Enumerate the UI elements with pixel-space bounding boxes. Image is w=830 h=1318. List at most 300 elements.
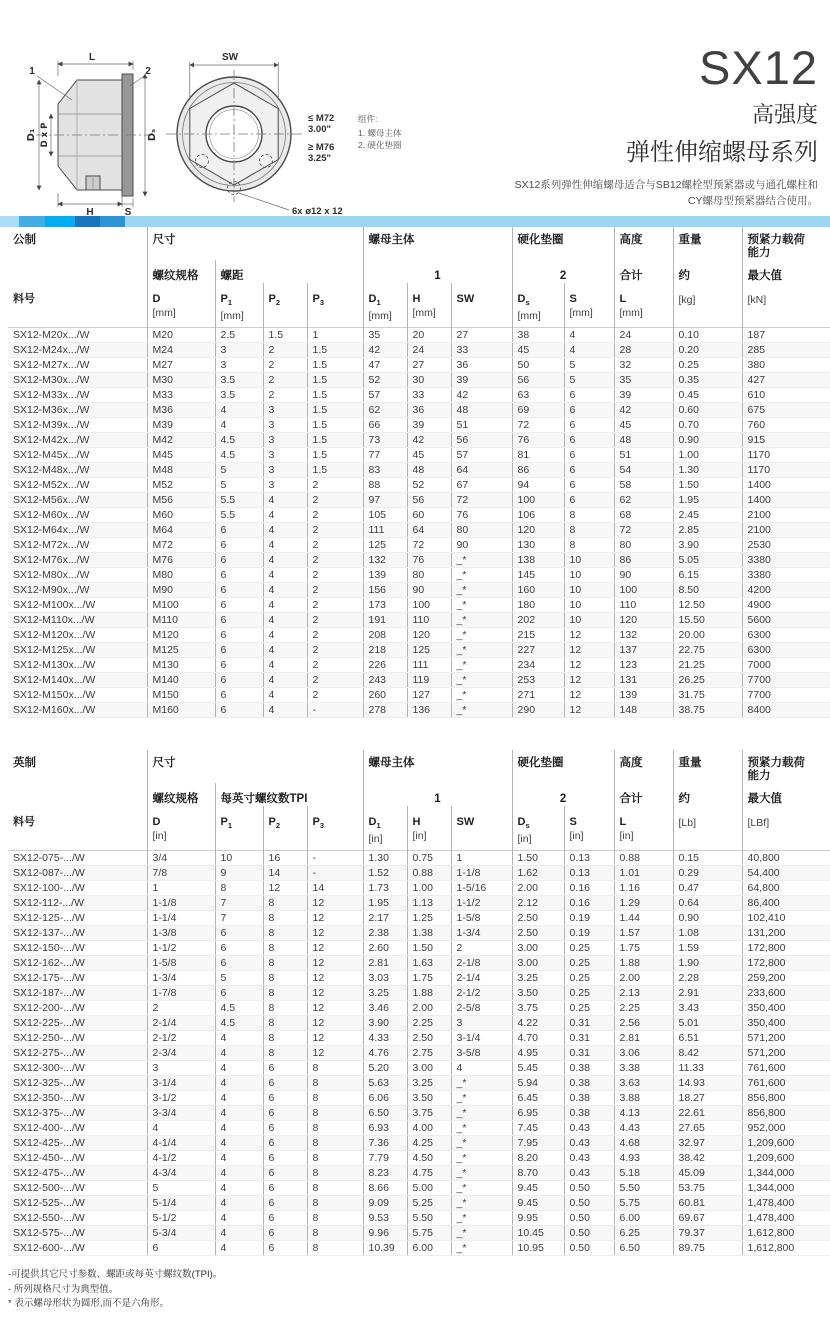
table-cell: 6.06 [363, 1091, 407, 1106]
table-cell: 45 [614, 418, 673, 433]
table-cell: 62 [614, 493, 673, 508]
group-height: 高度 [614, 750, 673, 783]
table-cell: 12 [307, 941, 363, 956]
table-cell: 10.45 [512, 1226, 564, 1241]
table-cell: 20.00 [673, 628, 742, 643]
table-cell: 9.09 [363, 1196, 407, 1211]
table-cell: 6 [215, 598, 263, 613]
table-cell: 8 [564, 508, 614, 523]
table-cell: 6 [263, 1196, 307, 1211]
table-cell: 6 [564, 388, 614, 403]
table-cell: 73 [363, 433, 407, 448]
table-cell: 260 [363, 688, 407, 703]
table-cell: 132 [614, 628, 673, 643]
table-cell: 2 [263, 373, 307, 388]
table-cell: 6 [564, 433, 614, 448]
table-cell: 571,200 [742, 1031, 830, 1046]
table-cell: 0.13 [564, 866, 614, 881]
table-cell: 81 [512, 448, 564, 463]
dim-label-Ds: Dₛ [147, 128, 158, 142]
table-cell: 51 [614, 448, 673, 463]
table-cell: 3.90 [673, 538, 742, 553]
table-cell: 8 [263, 911, 307, 926]
table-row [8, 703, 830, 718]
table-row [8, 1121, 830, 1136]
table-cell: 0.13 [564, 851, 614, 866]
table-row [8, 941, 830, 956]
table-cell: 2-1/8 [451, 956, 512, 971]
table-cell: 6 [263, 1166, 307, 1181]
table-cell: 1-1/8 [451, 866, 512, 881]
table-cell: 6 [564, 403, 614, 418]
table-cell: M80 [147, 568, 215, 583]
table-cell: 8 [307, 1226, 363, 1241]
table-cell: 3 [451, 1016, 512, 1031]
table-cell: 26.25 [673, 673, 742, 688]
table-cell: 4 [564, 328, 614, 343]
table-cell: 7/8 [147, 866, 215, 881]
table-cell: 1-5/16 [451, 881, 512, 896]
table-cell: 0.25 [564, 986, 614, 1001]
table-cell: 4 [215, 1241, 263, 1256]
table-cell: 2.85 [673, 523, 742, 538]
table-cell: 259,200 [742, 971, 830, 986]
table-cell: 4 [263, 583, 307, 598]
table-cell: SX12-M80x.../W [8, 568, 147, 583]
table-cell: 7 [215, 896, 263, 911]
table-row [8, 851, 830, 866]
table-cell: 6 [215, 986, 263, 1001]
table-row [8, 628, 830, 643]
table-cell: 52 [407, 478, 451, 493]
table-row [8, 956, 830, 971]
table-cell: SX12-150-.../W [8, 941, 147, 956]
table-cell: 1.95 [673, 493, 742, 508]
table-cell: 56 [512, 373, 564, 388]
table-cell: 50 [512, 358, 564, 373]
table-cell: 2.56 [614, 1016, 673, 1031]
table-cell: SX12-M120x.../W [8, 628, 147, 643]
table-cell: 12 [307, 1031, 363, 1046]
table-cell: 2 [263, 388, 307, 403]
table-cell: 4.50 [407, 1151, 451, 1166]
table-cell: 218 [363, 643, 407, 658]
table-cell: 7000 [742, 658, 830, 673]
table-cell: 6 [215, 941, 263, 956]
table-cell: 4.76 [363, 1046, 407, 1061]
table-cell: SX12-M64x.../W [8, 523, 147, 538]
column-header: [kN] [742, 283, 830, 328]
table-cell: 1.63 [407, 956, 451, 971]
table-cell: _* [451, 583, 512, 598]
table-cell: 8 [263, 896, 307, 911]
table-cell: M33 [147, 388, 215, 403]
table-cell: 2 [307, 478, 363, 493]
table-cell: SX12-400-.../W [8, 1121, 147, 1136]
table-cell: 1.5 [307, 358, 363, 373]
table-cell: 72 [451, 493, 512, 508]
table-cell: 6300 [742, 628, 830, 643]
table-cell: 18.27 [673, 1091, 742, 1106]
table-cell: 0.43 [564, 1166, 614, 1181]
table-row [8, 1076, 830, 1091]
table-cell: 40,800 [742, 851, 830, 866]
dim-label-DxP: D x P [40, 122, 50, 148]
imperial-table-body [8, 851, 830, 1256]
table-cell: 761,600 [742, 1061, 830, 1076]
table-cell: 4-1/4 [147, 1136, 215, 1151]
table-cell: 6 [215, 523, 263, 538]
table-cell: 3.25 [512, 971, 564, 986]
table-cell: 4.68 [614, 1136, 673, 1151]
table-cell: _* [451, 613, 512, 628]
table-cell: 1.30 [363, 851, 407, 866]
table-row [8, 643, 830, 658]
table-cell: 3-5/8 [451, 1046, 512, 1061]
table-cell: 10 [215, 851, 263, 866]
table-cell: 110 [407, 613, 451, 628]
table-cell: 8 [307, 1091, 363, 1106]
table-cell: 12 [564, 703, 614, 718]
table-cell: 54 [614, 463, 673, 478]
table-cell: 90 [407, 583, 451, 598]
table-cell: 5.18 [614, 1166, 673, 1181]
table-row [8, 598, 830, 613]
table-cell: 3 [263, 433, 307, 448]
table-cell: 27.65 [673, 1121, 742, 1136]
table-cell: 4 [215, 1151, 263, 1166]
table-cell: 5 [564, 373, 614, 388]
table-cell: 3.50 [512, 986, 564, 1001]
table-cell: 27 [407, 358, 451, 373]
table-row [8, 568, 830, 583]
table-cell: 12 [307, 1016, 363, 1031]
table-cell: 0.43 [564, 1151, 614, 1166]
table-cell: 38.42 [673, 1151, 742, 1166]
table-cell: 5 [215, 478, 263, 493]
table-cell: 285 [742, 343, 830, 358]
table-cell: 0.47 [673, 881, 742, 896]
table-cell: 3-1/4 [451, 1031, 512, 1046]
table-cell: 5-1/4 [147, 1196, 215, 1211]
table-cell: 5.05 [673, 553, 742, 568]
table-cell: 380 [742, 358, 830, 373]
table-cell: M20 [147, 328, 215, 343]
table-cell: 6.45 [512, 1091, 564, 1106]
table-cell: 1-1/2 [451, 896, 512, 911]
table-cell: 4 [215, 1136, 263, 1151]
subtitle-series: 弹性伸缩螺母系列 [626, 139, 818, 166]
table-cell: 132 [363, 553, 407, 568]
table-cell: _* [451, 1076, 512, 1091]
table-cell: SX12-M42x.../W [8, 433, 147, 448]
table-cell: 105 [363, 508, 407, 523]
table-cell: SX12-275-.../W [8, 1046, 147, 1061]
table-cell: 7.95 [512, 1136, 564, 1151]
column-header: [kg] [673, 283, 742, 328]
table-cell: 4 [215, 1061, 263, 1076]
table-cell: 6 [215, 643, 263, 658]
table-cell: 6 [215, 568, 263, 583]
table-cell: 7.45 [512, 1121, 564, 1136]
table-cell: 106 [512, 508, 564, 523]
table-cell: SX12-M30x.../W [8, 373, 147, 388]
table-cell: - [307, 703, 363, 718]
table-cell: 6 [147, 1241, 215, 1256]
table-cell: 610 [742, 388, 830, 403]
table-cell: 0.31 [564, 1046, 614, 1061]
table-cell: 6.25 [614, 1226, 673, 1241]
table-cell: SX12-187-.../W [8, 986, 147, 1001]
table-row [8, 433, 830, 448]
table-cell: 2.17 [363, 911, 407, 926]
table-cell: 4 [215, 1046, 263, 1061]
table-cell: 12 [307, 986, 363, 1001]
table-cell: 0.15 [673, 851, 742, 866]
table-cell: 1 [451, 851, 512, 866]
table-cell: 2.12 [512, 896, 564, 911]
table-cell: 15.50 [673, 613, 742, 628]
table-cell: 0.38 [564, 1061, 614, 1076]
table-cell: 148 [614, 703, 673, 718]
table-row [8, 358, 830, 373]
imperial-table [8, 750, 830, 1256]
table-row [8, 911, 830, 926]
table-cell: 760 [742, 418, 830, 433]
table-cell: 90 [451, 538, 512, 553]
table-row [8, 1151, 830, 1166]
table-cell: SX12-425-.../W [8, 1136, 147, 1151]
table-cell: M27 [147, 358, 215, 373]
table-cell: SX12-125-.../W [8, 911, 147, 926]
table-cell: 7.79 [363, 1151, 407, 1166]
table-cell: 233,600 [742, 986, 830, 1001]
table-row [8, 373, 830, 388]
table-cell: 8 [307, 1106, 363, 1121]
table-cell: SX12-M39x.../W [8, 418, 147, 433]
table-cell: 5.50 [407, 1211, 451, 1226]
table-cell: 1400 [742, 493, 830, 508]
table-cell: 4 [147, 1121, 215, 1136]
table-cell: 1.5 [263, 328, 307, 343]
table-cell: 0.38 [564, 1076, 614, 1091]
table-cell: 9.53 [363, 1211, 407, 1226]
table-cell: - [307, 866, 363, 881]
table-cell: 5.5 [215, 493, 263, 508]
table-cell: 2.50 [512, 911, 564, 926]
table-cell: 4 [263, 613, 307, 628]
table-cell: 350,400 [742, 1001, 830, 1016]
table-cell: 4.13 [614, 1106, 673, 1121]
table-cell: 8 [263, 1031, 307, 1046]
table-cell: SX12-300-.../W [8, 1061, 147, 1076]
table-cell: 139 [614, 688, 673, 703]
table-cell: SX12-162-.../W [8, 956, 147, 971]
table-cell: 63 [512, 388, 564, 403]
table-cell: 20 [407, 328, 451, 343]
table-cell: 202 [512, 613, 564, 628]
dim-label-S: S [124, 207, 132, 218]
table-cell: 1,344,000 [742, 1166, 830, 1181]
table-cell: 7 [215, 911, 263, 926]
table-cell: 35 [614, 373, 673, 388]
table-cell: 22.75 [673, 643, 742, 658]
table-cell: 5.63 [363, 1076, 407, 1091]
table-cell: 6 [215, 703, 263, 718]
table-cell: SX12-M140x.../W [8, 673, 147, 688]
table-cell: 4 [215, 1166, 263, 1181]
group-hardened-washer: 硬化垫圈 [512, 750, 614, 783]
table-cell: 4 [215, 1211, 263, 1226]
table-cell: 0.90 [673, 433, 742, 448]
footnote: - 所列规格尺寸为典型值。 [8, 1283, 119, 1295]
column-header: 料号 [13, 293, 35, 305]
table-cell: 2.45 [673, 508, 742, 523]
group-height: 高度 [614, 227, 673, 260]
table-cell: _* [451, 1121, 512, 1136]
table-cell: 11.33 [673, 1061, 742, 1076]
sub-tpi: 每英寸螺纹数TPI [215, 783, 363, 806]
table-cell: 8 [263, 926, 307, 941]
table-cell: 42 [363, 343, 407, 358]
table-cell: SX12-200-.../W [8, 1001, 147, 1016]
table-cell: 2 [307, 508, 363, 523]
table-cell: 1-5/8 [451, 911, 512, 926]
table-cell: 208 [363, 628, 407, 643]
table-cell: 6 [215, 926, 263, 941]
table-cell: 123 [614, 658, 673, 673]
table-cell: 32 [614, 358, 673, 373]
table-cell: 4 [263, 703, 307, 718]
table-row [8, 463, 830, 478]
table-cell: 90 [614, 568, 673, 583]
table-cell: 2.81 [363, 956, 407, 971]
table-cell: 243 [363, 673, 407, 688]
table-cell: 8 [564, 538, 614, 553]
table-row [8, 1136, 830, 1151]
table-cell: 8 [215, 881, 263, 896]
table-cell: 22.61 [673, 1106, 742, 1121]
table-cell: 4-1/2 [147, 1151, 215, 1166]
table-cell: 8 [307, 1241, 363, 1256]
column-header: SW [451, 806, 512, 851]
table-cell: 0.19 [564, 926, 614, 941]
table-cell: 1-3/4 [451, 926, 512, 941]
table-cell: 4 [215, 1031, 263, 1046]
note-ge-size: 3.25" [308, 153, 331, 164]
column-header: S [mm] [564, 283, 614, 328]
table-cell: 1.16 [614, 881, 673, 896]
sub-nut-number: 1 [363, 783, 512, 806]
table-cell: 42 [407, 433, 451, 448]
table-cell: SX12-450-.../W [8, 1151, 147, 1166]
table-cell: 6 [215, 673, 263, 688]
table-cell: SX12-M160x.../W [8, 703, 147, 718]
table-cell: 125 [363, 538, 407, 553]
table-cell: 10 [564, 598, 614, 613]
table-cell: 1.44 [614, 911, 673, 926]
table-cell: 3.5 [215, 388, 263, 403]
table-cell: 2 [307, 553, 363, 568]
table-cell: 1,209,600 [742, 1136, 830, 1151]
table-row [8, 1046, 830, 1061]
table-cell: 1,478,400 [742, 1196, 830, 1211]
table-cell: _* [451, 1151, 512, 1166]
table-row [8, 673, 830, 688]
table-cell: 4 [263, 673, 307, 688]
table-cell: 3 [147, 1061, 215, 1076]
table-cell: 1.5 [307, 343, 363, 358]
callout-2: 2 [145, 66, 151, 77]
table-cell: 571,200 [742, 1046, 830, 1061]
table-cell: 3-3/4 [147, 1106, 215, 1121]
table-cell: 1.00 [673, 448, 742, 463]
table-cell: 5 [564, 358, 614, 373]
table-cell: 9.95 [512, 1211, 564, 1226]
table-cell: 4 [263, 598, 307, 613]
table-row [8, 926, 830, 941]
column-header: $D_1$ [mm] [363, 283, 407, 328]
table-cell: 1.5 [307, 388, 363, 403]
table-cell: 64 [451, 463, 512, 478]
group-hardened-washer: 硬化垫圈 [512, 227, 614, 260]
table-cell: SX12-225-.../W [8, 1016, 147, 1031]
table-cell: 47 [363, 358, 407, 373]
column-header-row [8, 806, 830, 851]
table-cell: 5-3/4 [147, 1226, 215, 1241]
table-cell: 136 [407, 703, 451, 718]
table-cell: SX12-525-.../W [8, 1196, 147, 1211]
table-cell: 137 [614, 643, 673, 658]
table-cell: 0.31 [564, 1031, 614, 1046]
table-cell: 0.10 [673, 328, 742, 343]
table-cell: 8.50 [673, 583, 742, 598]
table-cell: 12 [307, 926, 363, 941]
table-cell: 33 [407, 388, 451, 403]
table-cell: 2.13 [614, 986, 673, 1001]
table-cell: 1170 [742, 448, 830, 463]
table-cell: _* [451, 1091, 512, 1106]
table-cell: SX12-M90x.../W [8, 583, 147, 598]
table-cell: 2.00 [614, 971, 673, 986]
table-cell: 1,612,800 [742, 1226, 830, 1241]
table-cell: 2.75 [407, 1046, 451, 1061]
table-cell: 0.50 [564, 1241, 614, 1256]
table-cell: SX12-M24x.../W [8, 343, 147, 358]
table-cell: 12 [307, 1046, 363, 1061]
table-cell: 4 [263, 568, 307, 583]
table-cell: 7700 [742, 688, 830, 703]
table-row [8, 343, 830, 358]
table-cell: 100 [614, 583, 673, 598]
table-cell: 3 [263, 463, 307, 478]
table-cell: 4.70 [512, 1031, 564, 1046]
table-cell: 1170 [742, 463, 830, 478]
table-cell: 35 [363, 328, 407, 343]
table-cell: SX12-500-.../W [8, 1181, 147, 1196]
table-cell: 86,400 [742, 896, 830, 911]
table-cell: _* [451, 658, 512, 673]
table-cell: 2 [307, 583, 363, 598]
table-cell: M150 [147, 688, 215, 703]
table-cell: _* [451, 553, 512, 568]
table-cell: _* [451, 643, 512, 658]
table-row [8, 1001, 830, 1016]
table-cell: SX12-M100x.../W [8, 598, 147, 613]
table-cell: 427 [742, 373, 830, 388]
table-cell: 45 [512, 343, 564, 358]
table-cell: 6 [215, 956, 263, 971]
